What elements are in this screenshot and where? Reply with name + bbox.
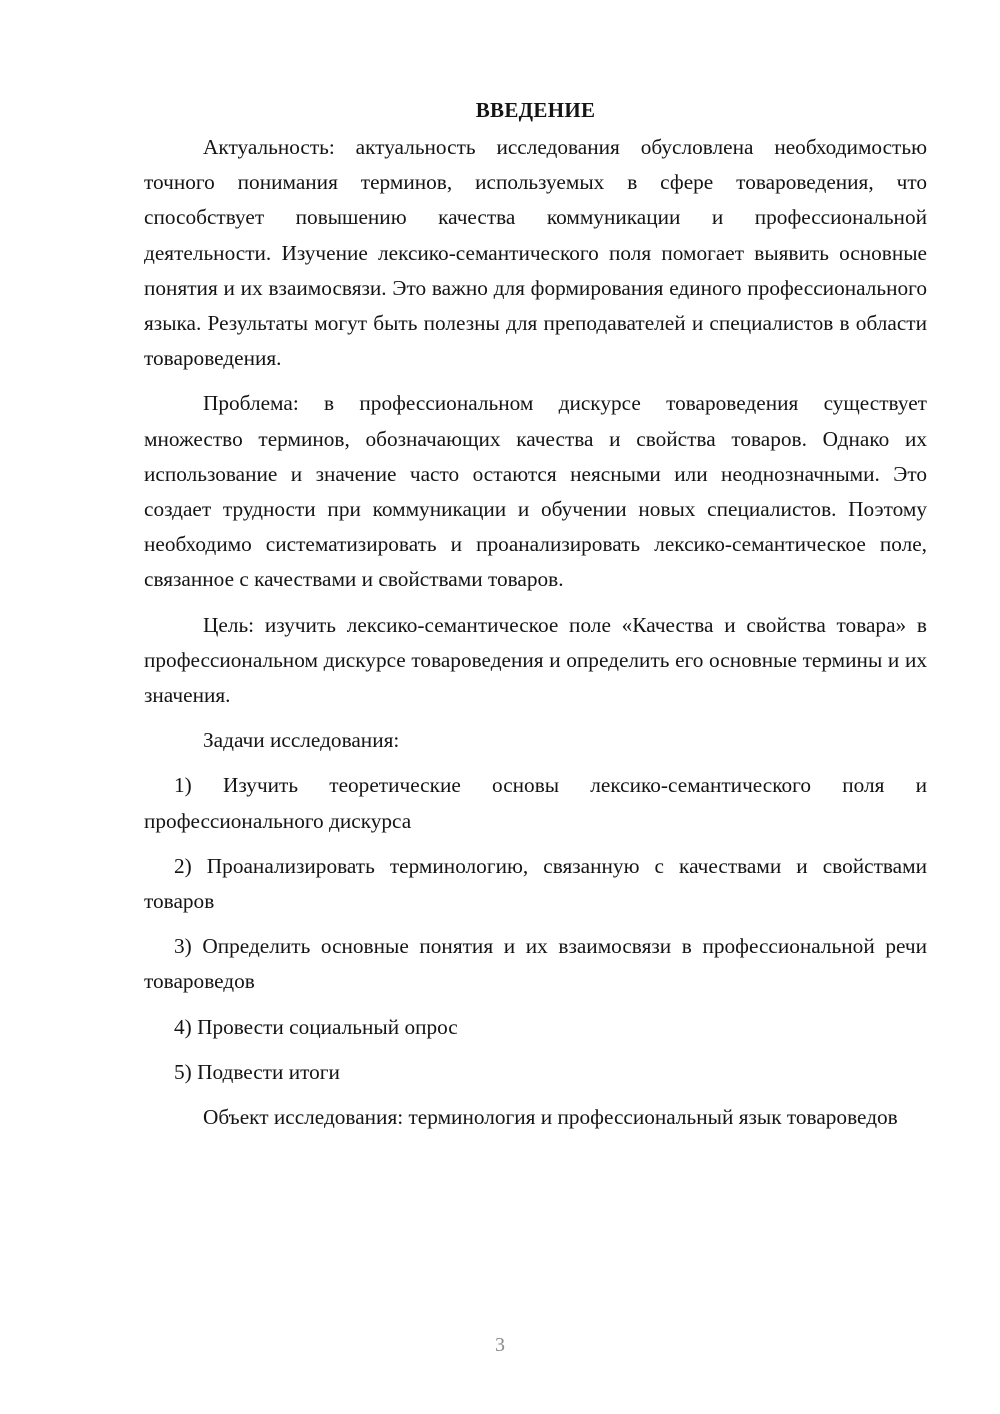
- tasks-heading: Задачи исследования:: [203, 728, 400, 753]
- task-item-4: 4) Провести социальный опрос: [174, 1014, 458, 1039]
- goal-paragraph: Цель: изучить лексико-семантическое поле «Качества и свойства товара» в профессиональном дискурсе товароведения и определить его основные термины и их значения.: [144, 612, 927, 708]
- section-title: ВВЕДЕНИЕ: [475, 98, 596, 122]
- object-paragraph: Объект исследования: терминология и профессиональный язык товароведов: [203, 1105, 898, 1130]
- problem-paragraph: Проблема: в профессиональном дискурсе товароведения существует множество терминов, обозначающих качества и свойства товаров. Однако их использование и значение часто остаются неясными или неоднозначными. Это создает трудности при коммуникации и обучении новых специалистов. Поэтому необходимо систематизировать и проанализировать лексико-семантическое поле, связанное с качествами и свойствами товаров.: [144, 391, 927, 592]
- task-item-2: 2) Проанализировать терминологию, связанную с качествами и свойствами товаров: [144, 853, 927, 914]
- task-item-3: 3) Определить основные понятия и их взаимосвязи в профессиональной речи товароведов: [144, 934, 927, 994]
- task-item-5: 5) Подвести итоги: [174, 1059, 340, 1084]
- page-content: [144, 95, 927, 1145]
- relevance-paragraph: Актуальность: актуальность исследования обусловлена необходимостью точного понимания терминов, используемых в сфере товароведения, что способствует повышению качества коммуникации и профессиональной деятельности. Изучение лексико-семантического поля помогает выявить основные понятия и их взаимосвязи. Это важно для формирования единого профессионального языка. Результаты могут быть полезны для преподавателей и специалистов в области товароведения.: [144, 135, 927, 371]
- task-item-1: 1) Изучить теоретические основы лексико-семантического поля и профессионального дискурса: [144, 773, 927, 833]
- page-number: 3: [495, 1334, 505, 1356]
